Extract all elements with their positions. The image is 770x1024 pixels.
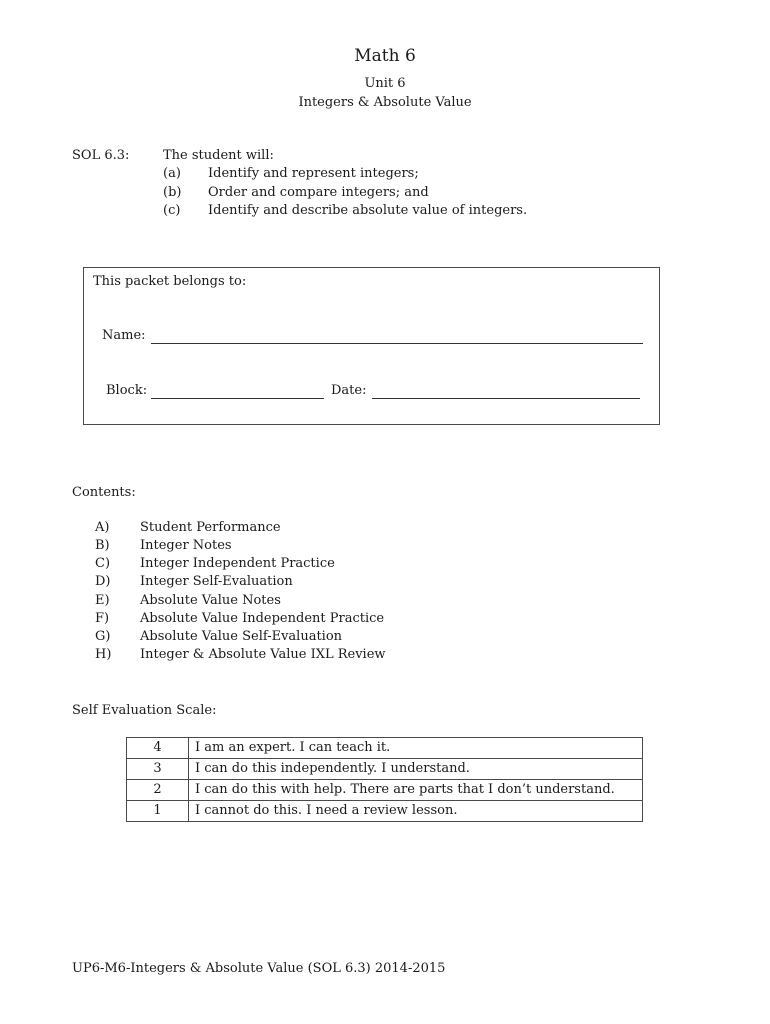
name-field[interactable]: [151, 343, 643, 344]
contents-heading: Contents:: [72, 485, 136, 500]
contents-item: [95, 629, 342, 644]
objective-letter: (c): [163, 203, 181, 218]
contents-letter: D): [95, 574, 111, 589]
owner-box: [83, 267, 660, 425]
date-label: Date:: [331, 383, 367, 398]
scale-description: I can do this with help. There are parts that I don’t understand.: [189, 780, 643, 801]
contents-letter: C): [95, 556, 111, 571]
objective-item: [163, 166, 419, 181]
scale-level: 2: [127, 780, 189, 801]
scale-level: 4: [127, 738, 189, 759]
scale-description: I can do this independently. I understand.: [189, 759, 643, 780]
contents-letter: G): [95, 629, 111, 644]
objective-text: Order and compare integers; and: [208, 185, 429, 200]
table-row: [127, 801, 643, 822]
date-field[interactable]: [372, 398, 640, 399]
contents-item: [95, 611, 384, 626]
scale-description: I cannot do this. I need a review lesson.: [189, 801, 643, 822]
contents-item: [95, 538, 232, 553]
contents-text: Integer Self-Evaluation: [140, 574, 293, 589]
contents-text: Absolute Value Notes: [140, 593, 281, 608]
objective-letter: (b): [163, 185, 182, 200]
contents-letter: E): [95, 593, 110, 608]
objective-text: Identify and represent integers;: [208, 166, 419, 181]
scale-description: I am an expert. I can teach it.: [189, 738, 643, 759]
contents-text: Integer Notes: [140, 538, 232, 553]
objective-item: [163, 203, 527, 218]
block-field[interactable]: [151, 398, 324, 399]
scale-heading: Self Evaluation Scale:: [72, 703, 217, 718]
contents-text: Absolute Value Independent Practice: [140, 611, 385, 626]
table-row: [127, 780, 643, 801]
contents-letter: B): [95, 538, 110, 553]
sol-intro: The student will:: [163, 148, 274, 163]
table-row: [127, 759, 643, 780]
contents-letter: A): [95, 520, 110, 535]
contents-text: Integer & Absolute Value IXL Review: [140, 647, 386, 662]
objective-item: [163, 185, 429, 200]
contents-item: [95, 593, 281, 608]
contents-letter: F): [95, 611, 110, 626]
contents-item: [95, 574, 293, 589]
contents-letter: H): [95, 647, 112, 662]
contents-text: Student Performance: [140, 520, 281, 535]
unit-label: Unit 6: [364, 76, 406, 91]
objective-letter: (a): [163, 166, 181, 181]
objective-text: Identify and describe absolute value of integers.: [208, 203, 528, 218]
scale-level: 1: [127, 801, 189, 822]
scale-level: 3: [127, 759, 189, 780]
contents-text: Integer Independent Practice: [140, 556, 335, 571]
contents-item: [95, 520, 281, 535]
page-footer: UP6-M6-Integers & Absolute Value (SOL 6.3) 2014-2015: [72, 961, 446, 976]
contents-text: Absolute Value Self-Evaluation: [140, 629, 343, 644]
block-label: Block:: [106, 383, 148, 398]
sol-label: SOL 6.3:: [72, 148, 130, 163]
owner-heading: This packet belongs to:: [93, 274, 247, 289]
contents-item: [95, 556, 335, 571]
scale-table: [126, 737, 643, 822]
topic-label: Integers & Absolute Value: [298, 95, 472, 110]
name-label: Name:: [102, 328, 146, 343]
table-row: [127, 738, 643, 759]
contents-item: [95, 647, 386, 662]
page-title: Math 6: [354, 46, 416, 66]
